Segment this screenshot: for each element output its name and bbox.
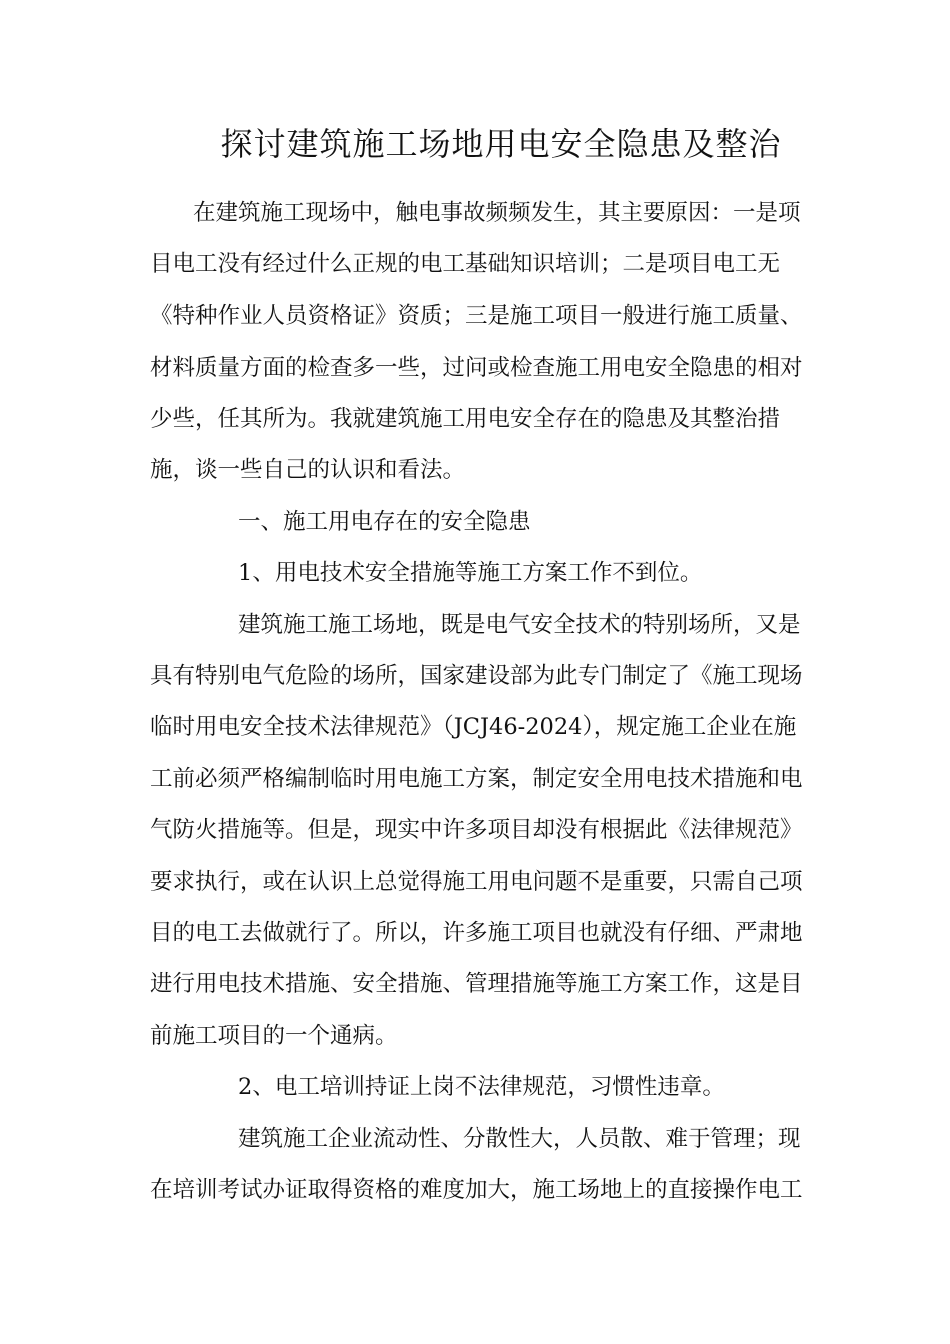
paragraph-line: 要求执行，或在认识上总觉得施工用电问题不是重要，只需自己项	[150, 869, 803, 895]
paragraph-line: 在培训考试办证取得资格的难度加大，施工场地上的直接操作电工	[150, 1177, 803, 1203]
paragraph-line: 施，谈一些自己的认识和看法。	[150, 457, 466, 483]
paragraph-line: 气防火措施等。但是，现实中许多项目却没有根据此《法律规范》	[150, 817, 803, 843]
paragraph-line: 建筑施工施工场地，既是电气安全技术的特别场所，又是	[238, 612, 801, 638]
paragraph-line: 目电工没有经过什么正规的电工基础知识培训；二是项目电工无	[150, 251, 781, 277]
document-title: 探讨建筑施工场地用电安全隐患及整治	[220, 125, 782, 163]
paragraph-line: 在建筑施工现场中，触电事故频频发生，其主要原因：一是项	[193, 200, 801, 226]
subsection-heading: 1、用电技术安全措施等施工方案工作不到位。	[238, 560, 703, 586]
paragraph-line: 材料质量方面的检查多一些，过问或检查施工用电安全隐患的相对	[150, 355, 803, 381]
paragraph-line: 前施工项目的一个通病。	[150, 1023, 398, 1049]
paragraph-line: 建筑施工企业流动性、分散性大，人员散、难于管理；现	[238, 1126, 801, 1152]
paragraph-line: 目的电工去做就行了。所以，许多施工项目也就没有仔细、严肃地	[150, 920, 803, 946]
section-heading: 一、施工用电存在的安全隐患	[238, 509, 531, 535]
paragraph-line: 工前必须严格编制临时用电施工方案，制定安全用电技术措施和电	[150, 766, 803, 792]
subsection-heading: 2、电工培训持证上岗不法律规范，习惯性违章。	[238, 1074, 725, 1100]
paragraph-line: 少些，任其所为。我就建筑施工用电安全存在的隐患及其整治措	[150, 406, 781, 432]
paragraph-line: 具有特别电气危险的场所，国家建设部为此专门制定了《施工现场	[150, 663, 803, 689]
paragraph-line: 《特种作业人员资格证》资质；三是施工项目一般进行施工质量、	[150, 303, 803, 329]
paragraph-line: 临时用电安全技术法律规范》（JCJ46-2024），规定施工企业在施	[150, 714, 797, 740]
paragraph-line: 进行用电技术措施、安全措施、管理措施等施工方案工作，这是目	[150, 971, 803, 997]
